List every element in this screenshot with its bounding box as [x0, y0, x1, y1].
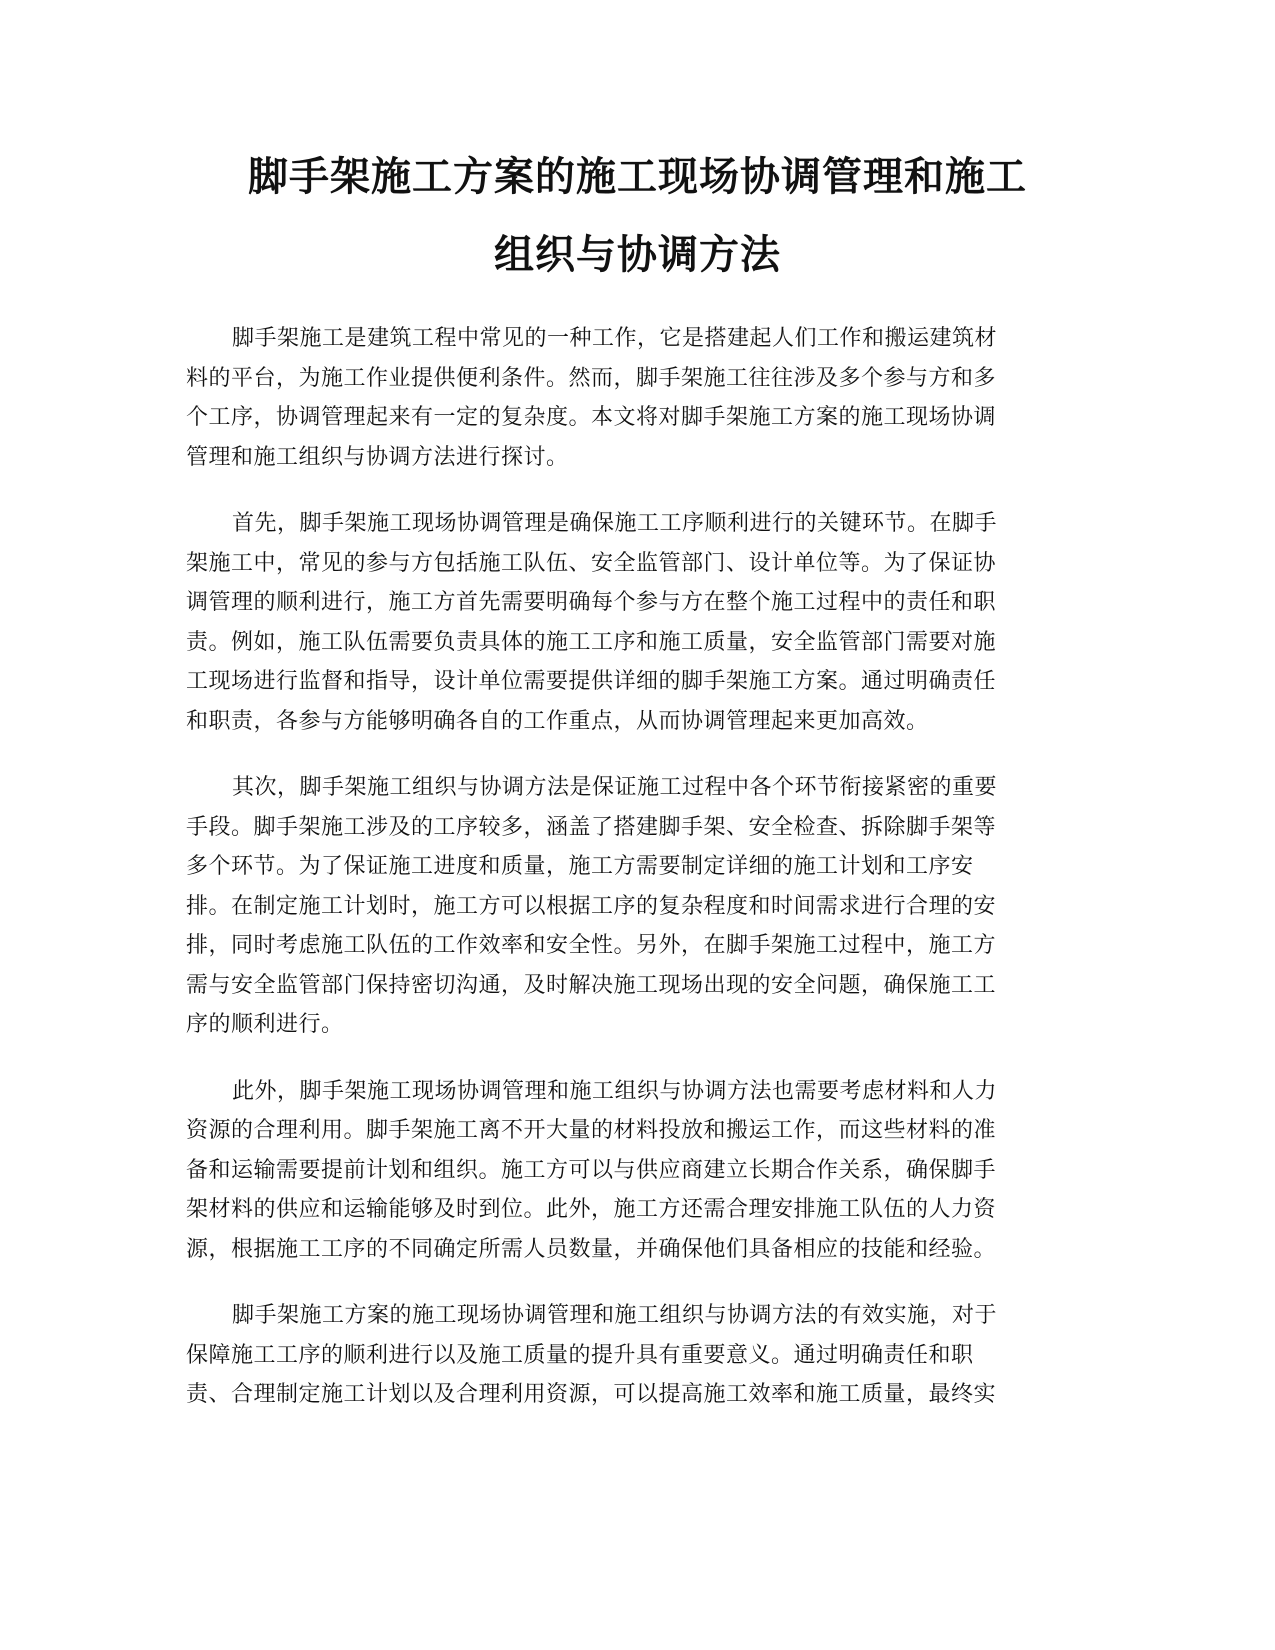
- paragraph: [186, 504, 1088, 741]
- paragraph-line: 备和运输需要提前计划和组织。施工方可以与供应商建立长期合作关系，确保脚手: [186, 1157, 997, 1183]
- paragraph-line: 其次，脚手架施工组织与协调方法是保证施工过程中各个环节衔接紧密的重要: [232, 775, 998, 800]
- paragraph-line: 源，根据施工工序的不同确定所需人员数量，并确保他们具备相应的技能和经验。: [186, 1236, 997, 1262]
- paragraph-line: 手段。脚手架施工涉及的工序较多，涵盖了搭建脚手架、安全检查、拆除脚手架等: [186, 814, 997, 840]
- paragraph-line: 架材料的供应和运输能够及时到位。此外，施工方还需合理安排施工队伍的人力资: [186, 1197, 997, 1222]
- paragraph-line: 管理和施工组织与协调方法进行探讨。: [186, 444, 569, 470]
- paragraph-line: 和职责，各参与方能够明确各自的工作重点，从而协调管理起来更加高效。: [186, 708, 929, 734]
- paragraph-line: 调管理的顺利进行，施工方首先需要明确每个参与方在整个施工过程中的责任和职: [186, 590, 997, 615]
- document-title: [150, 138, 1125, 294]
- paragraph: [186, 319, 1088, 477]
- paragraph-line: 架施工中，常见的参与方包括施工队伍、安全监管部门、设计单位等。为了保证协: [186, 550, 997, 576]
- paragraph-line: 脚手架施工是建筑工程中常见的一种工作，它是搭建起人们工作和搬运建筑材: [232, 326, 998, 351]
- paragraph-line: 责、合理制定施工计划以及合理利用资源，可以提高施工效率和施工质量，最终实: [186, 1382, 997, 1407]
- paragraph-line: 责。例如，施工队伍需要负责具体的施工工序和施工质量，安全监管部门需要对施: [186, 629, 997, 655]
- paragraph-line: 排。在制定施工计划时，施工方可以根据工序的复杂程度和时间需求进行合理的安: [186, 893, 997, 919]
- document-body: [186, 319, 1088, 1442]
- title-line: 组织与协调方法: [494, 232, 781, 278]
- paragraph-line: 个工序，协调管理起来有一定的复杂度。本文将对脚手架施工方案的施工现场协调: [186, 405, 997, 430]
- title-line: 脚手架施工方案的施工现场协调管理和施工: [248, 154, 1027, 200]
- paragraph-line: 脚手架施工方案的施工现场协调管理和施工组织与协调方法的有效实施，对于: [232, 1303, 998, 1328]
- paragraph-line: 首先，脚手架施工现场协调管理是确保施工工序顺利进行的关键环节。在脚手: [232, 511, 998, 536]
- paragraph-line: 保障施工工序的顺利进行以及施工质量的提升具有重要意义。通过明确责任和职: [186, 1342, 974, 1368]
- paragraph-line: 料的平台，为施工作业提供便利条件。然而，脚手架施工往往涉及多个参与方和多: [186, 365, 997, 391]
- paragraph-line: 序的顺利进行。: [186, 1012, 344, 1037]
- paragraph: [186, 1296, 1088, 1415]
- paragraph-line: 多个环节。为了保证施工进度和质量，施工方需要制定详细的施工计划和工序安: [186, 854, 974, 879]
- paragraph-line: 此外，脚手架施工现场协调管理和施工组织与协调方法也需要考虑材料和人力: [232, 1078, 998, 1104]
- paragraph-line: 工现场进行监督和指导，设计单位需要提供详细的脚手架施工方案。通过明确责任: [186, 669, 997, 694]
- paragraph-line: 资源的合理利用。脚手架施工离不开大量的材料投放和搬运工作，而这些材料的准: [186, 1118, 997, 1143]
- paragraph: [186, 768, 1088, 1045]
- paragraph-line: 需与安全监管部门保持密切沟通，及时解决施工现场出现的安全问题，确保施工工: [186, 972, 997, 998]
- paragraph-line: 排，同时考虑施工队伍的工作效率和安全性。另外，在脚手架施工过程中，施工方: [186, 933, 997, 958]
- paragraph: [186, 1072, 1088, 1270]
